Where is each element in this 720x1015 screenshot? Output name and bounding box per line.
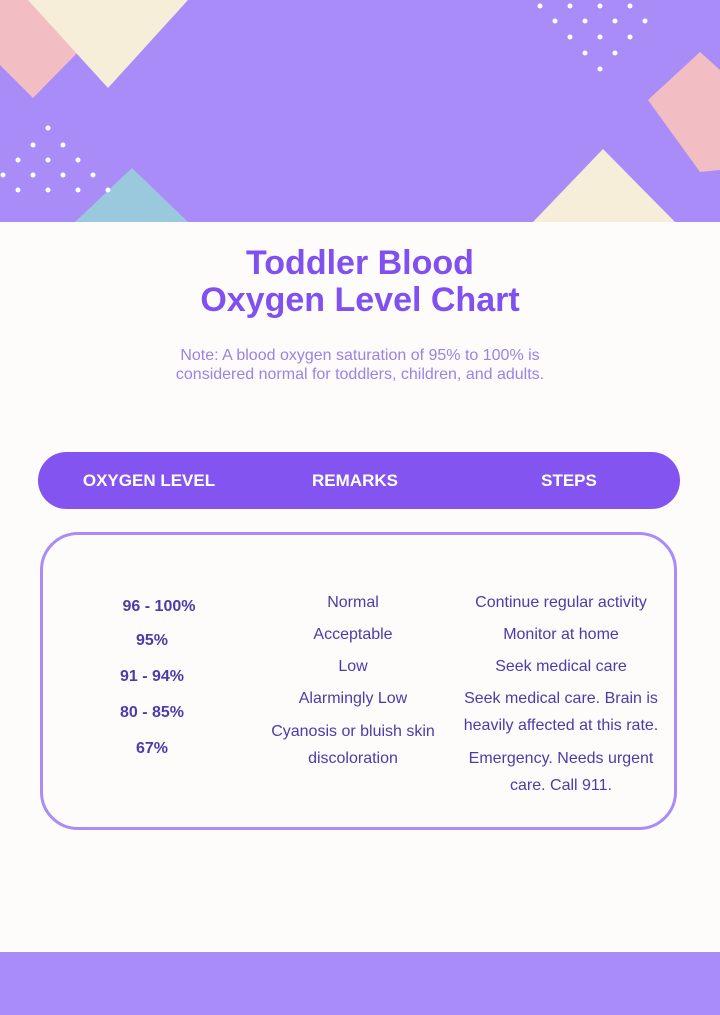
level-cell: 67% [135,740,169,757]
remark-cell: Acceptable [313,626,393,643]
table-body [40,532,677,830]
table-header [38,452,680,509]
level-cell: 91 - 94% [119,668,185,685]
remark-cell: discoloration [308,750,398,767]
level-cell: 95% [135,632,169,649]
step-cell: care. Call 911. [510,777,612,794]
note-text [130,346,590,384]
dot-pattern-right [538,4,648,72]
footer-band [0,952,720,1015]
decorative-shapes [0,0,720,222]
remark-cell: Alarmingly Low [298,690,408,707]
step-cell: Emergency. Needs urgent [468,750,654,767]
level-cell: 80 - 85% [119,704,185,721]
remark-cell: Low [338,658,368,675]
step-cell: heavily affected at this rate. [463,717,659,734]
step-cell: Seek medical care [495,658,627,675]
level-cell: 96 - 100% [122,598,196,615]
cream-triangle-right [533,149,675,222]
title-line-1: Toddler Blood [246,244,474,282]
page-title [0,245,720,319]
step-cell: Monitor at home [503,626,619,643]
header-steps: STEPS [541,471,597,490]
step-cell: Continue regular activity [475,594,647,611]
title-line-2: Oxygen Level Chart [200,281,520,319]
header-decoration [0,0,720,222]
remark-cell: Cyanosis or bluish skin [271,723,435,740]
header-oxygen-level: OXYGEN LEVEL [82,471,216,490]
dot-pattern-left [1,126,111,193]
note-line-1: Note: A blood oxygen saturation of 95% to 100% is [180,347,540,364]
remark-cell: Normal [327,594,379,611]
header-remarks: REMARKS [312,471,398,490]
note-line-2: considered normal for toddlers, children, and adults. [175,366,545,383]
step-cell: Seek medical care. Brain is [464,690,658,707]
pink-diamond-right [648,52,720,172]
